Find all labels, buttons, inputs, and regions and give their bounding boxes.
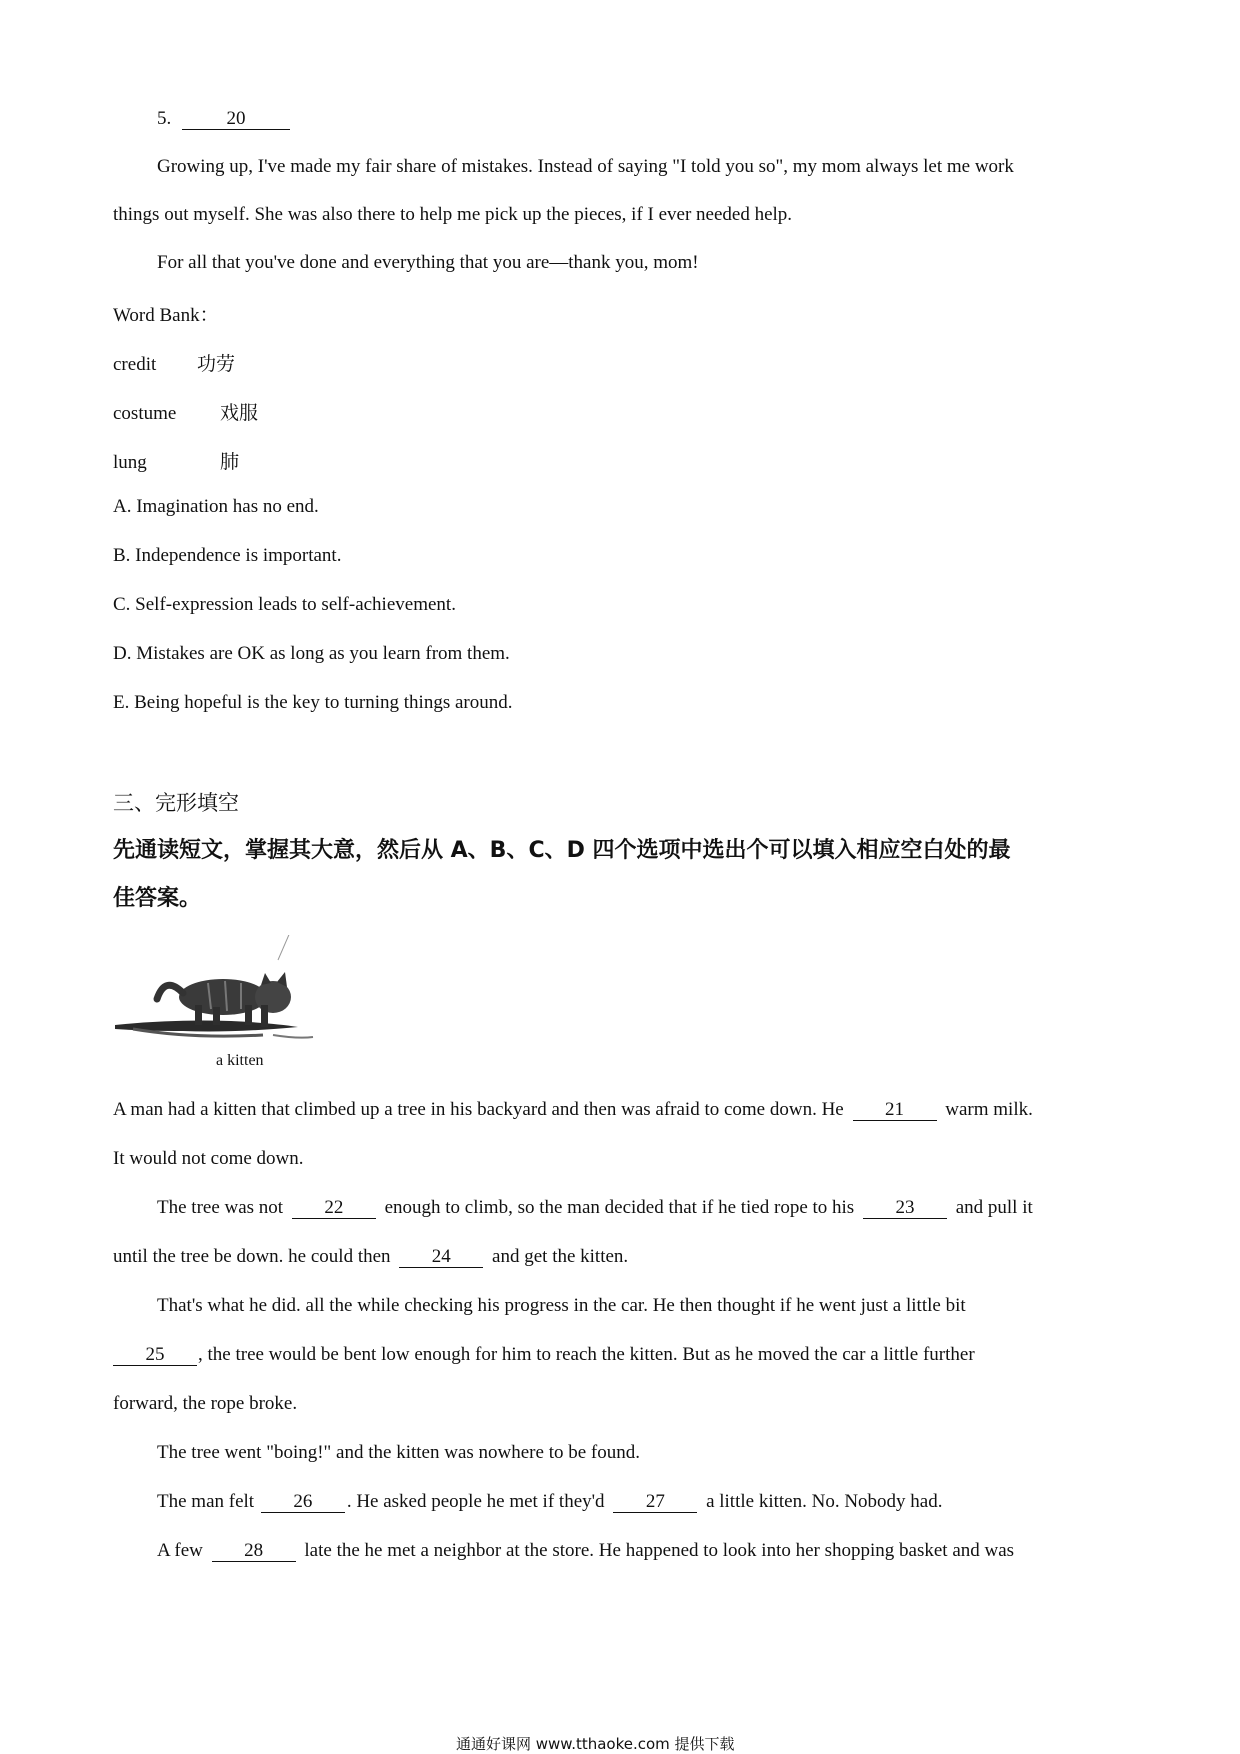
word-bank-item bbox=[113, 398, 258, 425]
blank-22[interactable]: 22 bbox=[292, 1198, 376, 1219]
option-b: B. Independence is important. bbox=[113, 545, 342, 566]
story-line: forward, the rope broke. bbox=[113, 1393, 298, 1414]
story-line bbox=[113, 1246, 628, 1268]
page-footer: 通通好课网 www.tthaoke.com 提供下载 bbox=[456, 1735, 735, 1753]
text: and get the kitten. bbox=[492, 1246, 629, 1267]
question-number: 5. bbox=[157, 108, 172, 129]
text: . He asked people he met if they'd bbox=[346, 1491, 605, 1512]
section-instruction: 佳答案。 bbox=[113, 886, 202, 911]
blank-20[interactable]: 20 bbox=[182, 109, 290, 130]
word-bank-cn: 戏服 bbox=[220, 402, 259, 424]
text: warm milk. bbox=[945, 1099, 1033, 1120]
text: enough to climb, so the man decided that if he tied rope to his bbox=[384, 1197, 855, 1218]
text: , the tree would be bent low enough for him to reach the kitten. But as he moved the car a little further bbox=[198, 1344, 975, 1365]
story-line bbox=[157, 1540, 1014, 1562]
story-line: It would not come down. bbox=[113, 1148, 304, 1169]
word-bank-item bbox=[113, 447, 239, 474]
figure-caption: a kitten bbox=[216, 1052, 264, 1069]
text: and pull it bbox=[955, 1197, 1033, 1218]
paragraph-line: things out myself. She was also there to help me pick up the pieces, if I ever needed help. bbox=[113, 204, 793, 225]
blank-24[interactable]: 24 bbox=[399, 1247, 483, 1268]
text: late the he met a neighbor at the store. He happened to look into her shopping basket and was bbox=[304, 1540, 1015, 1561]
story-line: That's what he did. all the while checking his progress in the car. He then thought if he went just a little bit bbox=[157, 1295, 966, 1316]
text: a little kitten. No. Nobody had. bbox=[706, 1491, 943, 1512]
option-e: E. Being hopeful is the key to turning things around. bbox=[113, 692, 513, 713]
story-line bbox=[113, 1099, 1033, 1121]
word-bank-item bbox=[113, 349, 235, 376]
blank-26[interactable]: 26 bbox=[261, 1492, 345, 1513]
word-bank-cn: 肺 bbox=[220, 451, 240, 473]
blank-27[interactable]: 27 bbox=[613, 1492, 697, 1513]
section-instruction: 先通读短文，掌握其大意，然后从 A、B、C、D 四个选项中选出个可以填入相应空白处的最 bbox=[113, 838, 1011, 863]
option-d: D. Mistakes are OK as long as you learn from them. bbox=[113, 643, 510, 664]
option-a: A. Imagination has no end. bbox=[113, 496, 319, 517]
word-bank-en: credit bbox=[113, 354, 157, 375]
blank-21[interactable]: 21 bbox=[853, 1100, 937, 1121]
text: until the tree be down. he could then bbox=[113, 1246, 391, 1267]
option-c: C. Self-expression leads to self-achievement. bbox=[113, 594, 456, 615]
word-bank-en: lung bbox=[113, 452, 147, 473]
story-line bbox=[113, 1344, 975, 1366]
story-line: The tree went "boing!" and the kitten was nowhere to be found. bbox=[157, 1442, 640, 1463]
story-line bbox=[157, 1491, 942, 1513]
paragraph-thanks: For all that you've done and everything that you are—thank you, mom! bbox=[157, 252, 699, 273]
blank-25[interactable]: 25 bbox=[113, 1345, 197, 1366]
text: The man felt bbox=[157, 1491, 255, 1512]
word-bank-title: Word Bank： bbox=[113, 305, 219, 326]
text: A man had a kitten that climbed up a tree in his backyard and then was afraid to come down. He bbox=[113, 1099, 844, 1120]
section-title: 三、完形填空 bbox=[113, 791, 239, 815]
blank-23[interactable]: 23 bbox=[863, 1198, 947, 1219]
text: A few bbox=[157, 1540, 203, 1561]
word-bank-cn: 功劳 bbox=[197, 353, 236, 375]
paragraph-line: Growing up, I've made my fair share of mistakes. Instead of saying "I told you so", my mom always let me work bbox=[157, 156, 1014, 177]
text: The tree was not bbox=[157, 1197, 284, 1218]
word-bank-en: costume bbox=[113, 403, 177, 424]
story-line bbox=[157, 1197, 1033, 1219]
kitten-image bbox=[113, 935, 323, 1070]
question-5 bbox=[157, 108, 290, 130]
blank-28[interactable]: 28 bbox=[212, 1541, 296, 1562]
